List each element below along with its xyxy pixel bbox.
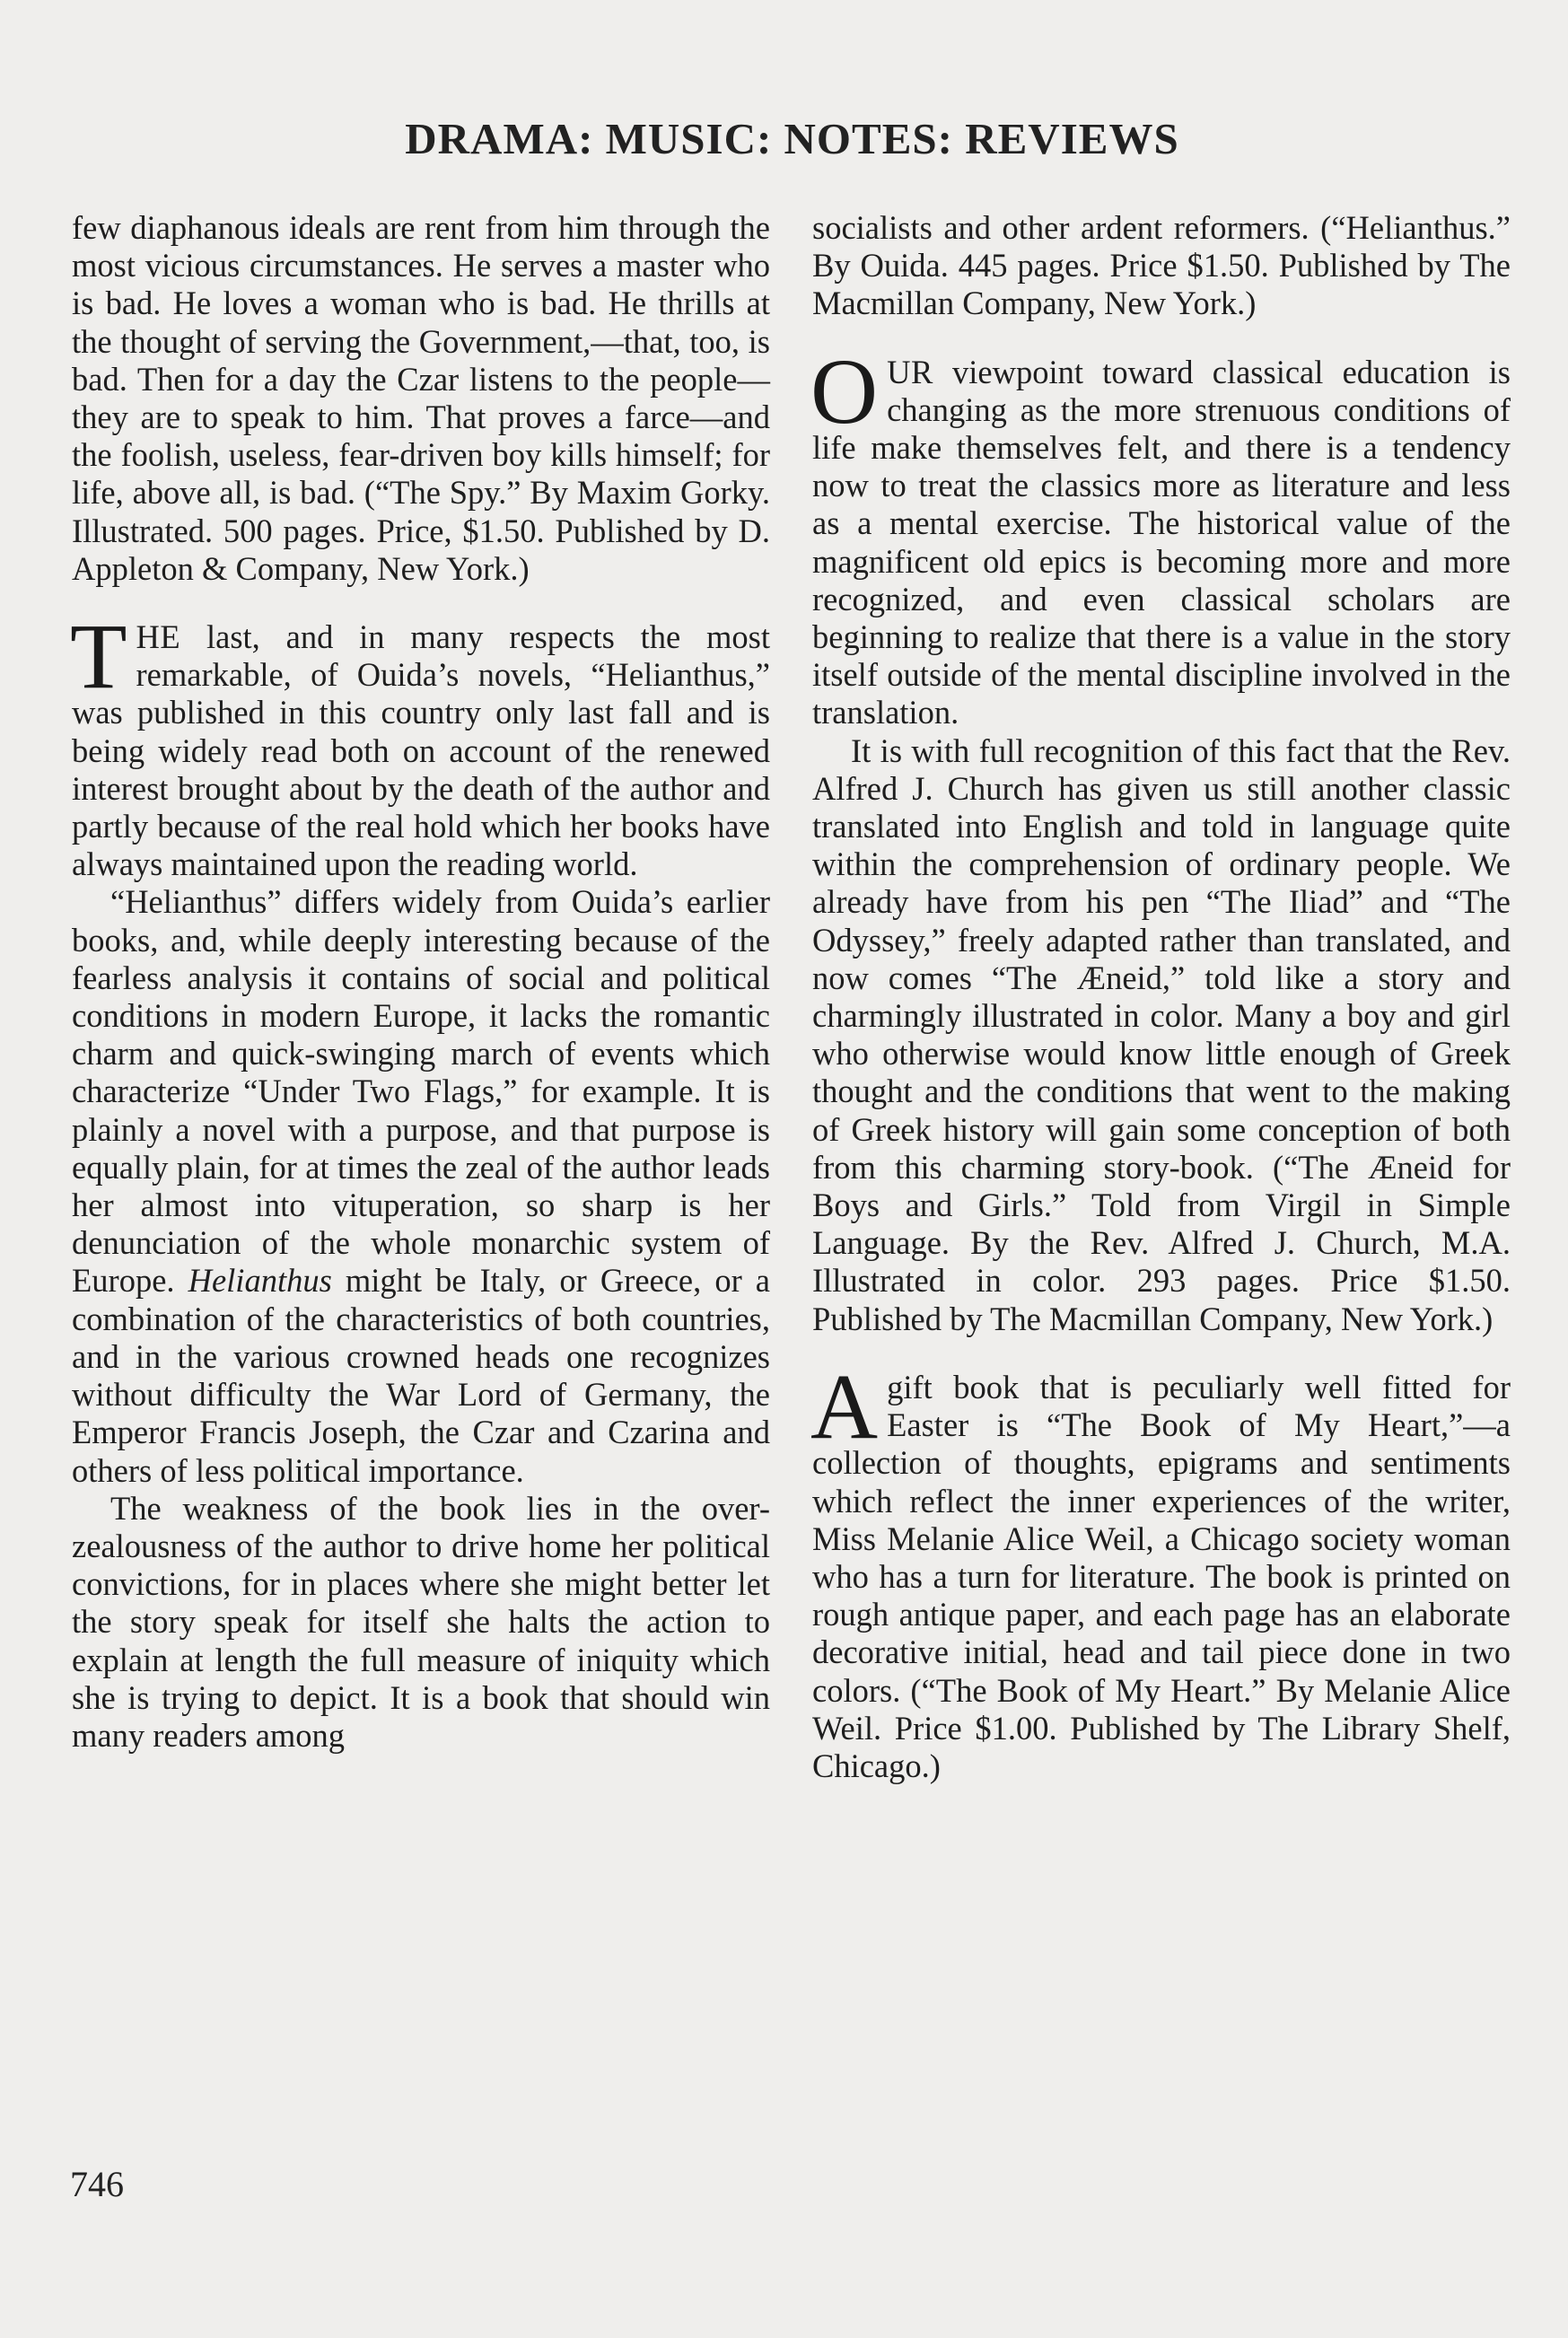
paragraph-aeneid-review: It is with full recognition of this fact that the Rev. Alfred J. Church has given us still another classic translated into English and told in language quite within the comprehension of ordinary people. We already have from his pen “The Iliad” and “The Odyssey,” freely adapted rather than translated, and now comes “The Æneid,” told like a story and charmingly illustrated in color. Many a boy and girl who otherwise would know little enough of Greek thought and the conditions that went to the making of Greek history will gain some conception of both from this charming story-book. (“The Æneid for Boys and Girls.” Told from Virgil in Simple Language. By the Rev. Alfred J. Church, M.A. Illustrated in color. 293 pages. Price $1.50. Published by The Macmillan Company, New York.) [812,731,1511,1337]
paragraph-spy-review: few diaphanous ideals are rent from him through the most vicious circumstances. He serves a master who is bad. He loves a woman who is bad. He thrills at the thought of serving the Government,—that, too, is bad. Then for a day the Czar listens to the people—they are to speak to him. That proves a farce—and the foolish, useless, fear-driven boy kills himself; for life, above all, is bad. (“The Spy.” By Maxim Gorky. Illustrated. 500 pages. Price, $1.50. Published by D. Appleton & Company, New York.) [72,209,770,587]
right-column [812,209,1511,1785]
paragraph-text: viewpoint toward classical education is changing as the more strenuous conditions of life make themselves felt, and there is a tendency now to treat the classics more as literature and less as a mental exercise. The historical value of the magnificent old epics is becoming more and more recognized, and even classical scholars are beginning to realize that there is a value in the story itself outside of the mental discipline involved in the translation. [812,353,1511,731]
paragraph-classical-education [810,339,1511,732]
small-caps-lead: HE [136,618,181,656]
paragraph-text: gift book that is peculiarly well fitted for Easter is “The Book of My Heart,”—a collection of thoughts, epigrams and sentiments which reflect the inner experiences of the writer, Miss Melanie Alice Weil, a Chicago society woman who has a turn for literature. The book is printed on rough antique paper, and each page has an elaborate decorative initial, head and tail piece done in two colors. (“The Book of My Heart.” By Melanie Alice Weil. Price $1.00. Published by The Library Shelf, Chicago.) [812,1368,1511,1784]
drop-cap-initial: O [810,339,879,443]
paragraph-helianthus-analysis [72,883,770,1489]
drop-cap-initial: T [70,605,127,709]
paragraph-helianthus-intro [70,605,770,883]
drop-cap-initial: A [810,1354,879,1458]
small-caps-lead: UR [887,353,933,390]
paragraph-helianthus-weakness: The weakness of the book lies in the over-zealousness of the author to drive home her political convictions, for in places where she might better let the story speak for itself she halts the action to explain at length the full measure of iniquity which she is trying to depict. It is a book that should win many readers among [72,1489,770,1754]
paragraph-text: last, and in many respects the most remarkable, of Ouida’s novels, “Helianthus,” was published in this country only last fall and is being widely read both on account of the renewed interest brought about by the death of the author and partly because of the real hold which her books have always maintained upon the reading world. [72,618,770,883]
italic-title: Helianthus [188,1262,332,1300]
left-column [72,209,770,1755]
paragraph-text: “Helianthus” differs widely from Ouida’s earlier books, and, while deeply interesting because of the fearless analysis it contains of social and political conditions in modern Europe, it lacks the romantic charm and quick-swinging march of events which characterize “Under Two Flags,” for example. It is plainly a novel with a purpose, and that purpose is equally plain, for at times the zeal of the author leads her almost into vituperation, so sharp is her denunciation of the whole monarchic system of Europe. [72,883,770,1300]
paragraph-helianthus-citation: socialists and other ardent reformers. (“Helianthus.” By Ouida. 445 pages. Price $1.50. Published by The Macmillan Company, New York.) [812,209,1511,322]
paragraph-text: might be Italy, or Greece, or a combination of the characteristics of both countries, and in the various crowned heads one recognizes without difficulty the War Lord of Germany, the Emperor Francis Joseph, the Czar and Czarina and others of less political importance. [72,1262,771,1489]
page-number: 746 [70,2164,124,2204]
paragraph-book-of-my-heart [810,1354,1511,1785]
page-header: DRAMA: MUSIC: NOTES: REVIEWS [405,114,1179,163]
